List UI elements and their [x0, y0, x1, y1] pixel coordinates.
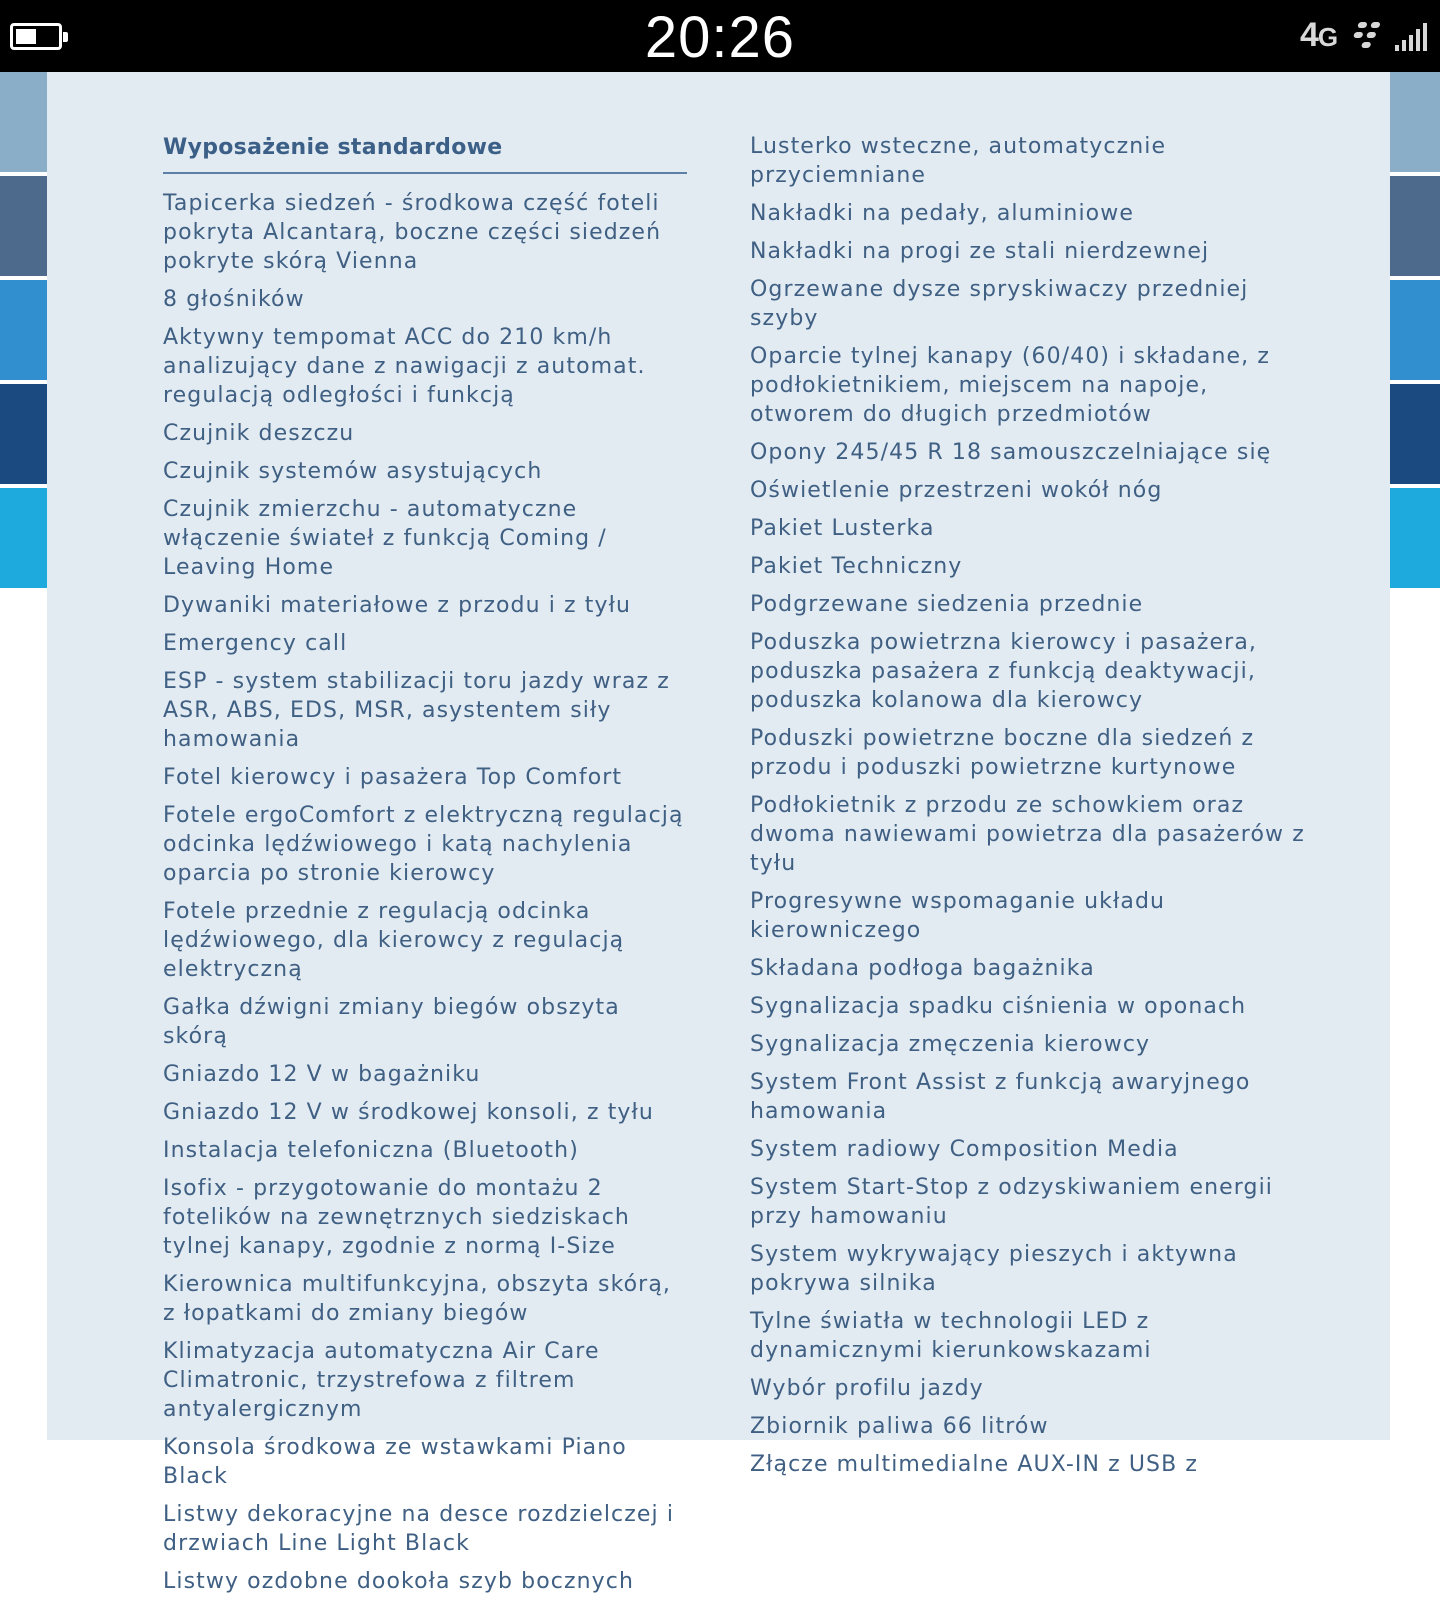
section-title: Wyposażenie standardowe: [163, 132, 687, 174]
equipment-item: Nakładki na pedały, aluminiowe: [750, 201, 1134, 226]
equipment-item: Fotele przednie z regulacją odcinka lędźwiowego, dla kierowcy z regulacją elektryczną: [163, 899, 625, 982]
equipment-item: Pakiet Techniczny: [750, 554, 963, 579]
status-time: 20:26: [644, 5, 796, 70]
equipment-item: Oświetlenie przestrzeni wokół nóg: [750, 478, 1163, 503]
equipment-item: Sygnalizacja spadku ciśnienia w oponach: [750, 994, 1247, 1019]
equipment-item: System Front Assist z funkcją awaryjnego hamowania: [750, 1070, 1251, 1124]
equipment-item: Gniazdo 12 V w środkowej konsoli, z tyłu: [163, 1100, 654, 1125]
left-color-tabs: [0, 72, 47, 592]
equipment-item: Gałka dźwigni zmiany biegów obszyta skórą: [163, 995, 620, 1049]
equipment-item: Emergency call: [163, 631, 348, 656]
equipment-item: Pakiet Lusterka: [750, 516, 935, 541]
right-color-tabs: [1390, 72, 1440, 592]
equipment-list-left: [163, 189, 687, 1596]
color-tab: [1390, 176, 1440, 276]
equipment-item: Instalacja telefoniczna (Bluetooth): [163, 1138, 579, 1163]
equipment-item: Listwy dekoracyjne na desce rozdzielczej i drzwiach Line Light Black: [163, 1502, 675, 1556]
equipment-item: System wykrywający pieszych i aktywna pokrywa silnika: [750, 1242, 1238, 1296]
network-letter: G: [1317, 22, 1338, 52]
equipment-item: Poduszka powietrzna kierowcy i pasażera, poduszka pasażera z funkcją deaktywacji, poduszka kolanowa dla kierowcy: [750, 630, 1257, 713]
equipment-item: Fotele ergoComfort z elektryczną regulacją odcinka lędźwiowego i katą nachylenia oparcia po stronie kierowcy: [163, 803, 684, 886]
document-page[interactable]: [47, 72, 1390, 1594]
network-type-indicator: [1300, 16, 1337, 55]
equipment-item: Konsola środkowa ze wstawkami Piano Black: [163, 1435, 627, 1489]
color-tab: [0, 280, 47, 380]
blackberry-icon: [1352, 20, 1384, 50]
color-tab: [0, 72, 47, 172]
right-column: [750, 132, 1310, 1488]
color-tab: [1390, 384, 1440, 484]
color-tab: [1390, 280, 1440, 380]
equipment-item: Klimatyzacja automatyczna Air Care Climatronic, trzystrefowa z filtrem antyalergicznym: [163, 1339, 600, 1422]
equipment-item: Sygnalizacja zmęczenia kierowcy: [750, 1032, 1151, 1057]
equipment-item: Aktywny tempomat ACC do 210 km/h analizujący dane z nawigacji z automat. regulacją odległości i funkcją: [163, 325, 646, 408]
equipment-item: ESP - system stabilizacji toru jazdy wraz z ASR, ABS, EDS, MSR, asystentem siły hamowania: [163, 669, 670, 752]
equipment-item: Fotel kierowcy i pasażera Top Comfort: [163, 765, 623, 790]
equipment-item: Tapicerka siedzeń - środkowa część foteli pokryta Alcantarą, boczne części siedzeń pokryte skórą Vienna: [163, 191, 662, 274]
color-tab: [1390, 72, 1440, 172]
color-tab: [0, 176, 47, 276]
color-tab: [0, 488, 47, 588]
color-tab: [1390, 488, 1440, 588]
equipment-item: Gniazdo 12 V w bagażniku: [163, 1062, 481, 1087]
equipment-item: Listwy ozdobne dookoła szyb bocznych: [163, 1569, 635, 1594]
equipment-item: Lusterko wsteczne, automatycznie przyciemniane: [750, 134, 1167, 188]
equipment-item: 8 głośników: [163, 287, 305, 312]
network-generation: 4: [1300, 16, 1318, 54]
equipment-item: Podłokietnik z przodu ze schowkiem oraz dwoma nawiewami powietrza dla pasażerów z tyłu: [750, 793, 1305, 876]
equipment-item: Wybór profilu jazdy: [750, 1376, 984, 1401]
color-tab: [0, 384, 47, 484]
equipment-item: System Start-Stop z odzyskiwaniem energii przy hamowaniu: [750, 1175, 1274, 1229]
equipment-list-right: [750, 132, 1310, 1479]
equipment-item: Czujnik zmierzchu - automatyczne włączenie świateł z funkcją Coming / Leaving Home: [163, 497, 607, 580]
equipment-item: Ogrzewane dysze spryskiwaczy przedniej szyby: [750, 277, 1249, 331]
equipment-item: Czujnik systemów asystujących: [163, 459, 543, 484]
equipment-item: Opony 245/45 R 18 samouszczelniające się: [750, 440, 1272, 465]
signal-icon: [1394, 20, 1432, 52]
equipment-item: Isofix - przygotowanie do montażu 2 fotelików na zewnętrznych siedziskach tylnej kanapy, zgodnie z normą I-Size: [163, 1176, 630, 1259]
equipment-item: Nakładki na progi ze stali nierdzewnej: [750, 239, 1210, 264]
equipment-item: Progresywne wspomaganie układu kierowniczego: [750, 889, 1166, 943]
equipment-item: Składana podłoga bagażnika: [750, 956, 1095, 981]
equipment-item: Oparcie tylnej kanapy (60/40) i składane, z podłokietnikiem, miejscem na napoje, otworem do długich przedmiotów: [750, 344, 1270, 427]
equipment-item: Złącze multimedialne AUX-IN z USB z: [750, 1452, 1199, 1477]
equipment-item: Poduszki powietrzne boczne dla siedzeń z przodu i poduszki powietrzne kurtynowe: [750, 726, 1255, 780]
equipment-item: Podgrzewane siedzenia przednie: [750, 592, 1144, 617]
equipment-item: Dywaniki materiałowe z przodu i z tyłu: [163, 593, 632, 618]
equipment-item: Kierownica multifunkcyjna, obszyta skórą, z łopatkami do zmiany biegów: [163, 1272, 672, 1326]
equipment-item: Zbiornik paliwa 66 litrów: [750, 1414, 1049, 1439]
equipment-item: Czujnik deszczu: [163, 421, 355, 446]
status-bar: [0, 0, 1440, 72]
equipment-item: Tylne światła w technologii LED z dynamicznymi kierunkowskazami: [750, 1309, 1152, 1363]
left-column: [163, 132, 687, 1605]
equipment-item: System radiowy Composition Media: [750, 1137, 1179, 1162]
